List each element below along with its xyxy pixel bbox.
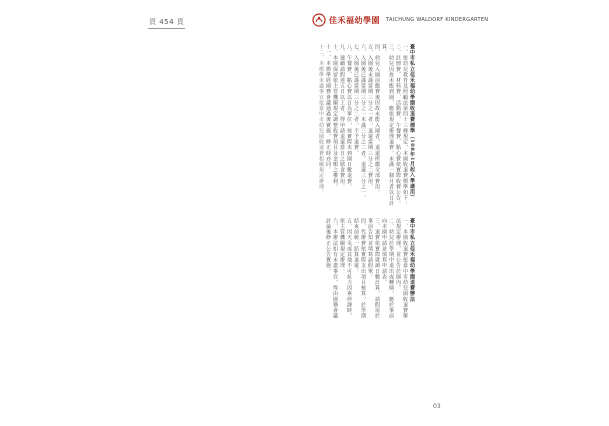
policy-line: 十二、本標準未盡事宜依臺中市幼兒園收退費相關規定辦理。 xyxy=(318,44,324,196)
policy-line: 五、因天災或其他不可抗力因素停課時，依主管機關規定辦理。 xyxy=(339,218,352,319)
policy-block-2 xyxy=(297,218,415,320)
policy-line: 三、退費依實際就讀日數計算，請假需於事前告知並填寫請假單。 xyxy=(367,218,380,319)
logo-title: 佳禾福幼學園 xyxy=(329,14,380,25)
policy-line: 八、午餐費、點心費以日為單位，按實際未到園日數退費。 xyxy=(346,44,352,190)
page-number: 03 xyxy=(433,403,441,410)
policy-line: 四、幼兒入園前繳費後因故未能入園者，退還所繳全部費用。 xyxy=(374,44,380,196)
policy-line: 一、本園收退費依臺中市幼兒園收退費辦法規定辦理，並公告於園內。 xyxy=(395,218,408,319)
policy-block-1 xyxy=(320,44,415,209)
policy-title-1: 臺中市私立佳禾福幼學園收退費標準（108年1月起入學適用） xyxy=(409,44,415,201)
logo-subtitle: TAICHUNG WALDORF KINDERGARTEN xyxy=(386,17,489,23)
logo-emblem-icon xyxy=(312,13,326,27)
policy-line: 七、入園後已滿當期三分之二者，不予退費。 xyxy=(353,44,359,156)
policy-line: 十一、本標準經園務會議通過後實施，修正時亦同。 xyxy=(325,44,331,173)
policy-line: 五、入園後未滿當期三分之一者，退還當期三分之二費用。 xyxy=(367,44,373,190)
page-tag: 頁 454 頁 xyxy=(148,17,185,29)
policy-line: 二、幼兒於學期中退出或轉園，應於事前向本園申請並填寫申請表。 xyxy=(381,218,394,319)
policy-line: 九、連續請假達五日以上者，得申請退還當日之膳食費用。 xyxy=(339,44,345,190)
policy-line: 六、本辦法如有未盡事宜，得由園務會議討論後修正公告實施。 xyxy=(325,218,338,319)
policy-line: 一、依幼兒教育及照顧法第四十三條規定，本園收退費標準如下： xyxy=(402,44,408,207)
policy-line: 十、本園保留依主管機關規定調整收費項目及金額之權利。 xyxy=(332,44,338,190)
policy-line: 四、代辦費依實際支出項目核算，於學期結束前統一結算退還。 xyxy=(353,218,366,319)
policy-title-2: 臺中市私立佳禾福幼學園退費辦法 xyxy=(409,218,415,302)
policy-line: 三、幼兒因故未能到園，應依規定辦理退費，未滿一個月者以日計算。 xyxy=(381,44,394,207)
policy-line: 二、註冊費、材料費、活動費、午餐費、點心費依實際收費公告。 xyxy=(395,44,401,207)
policy-line: 六、入園後已滿當期三分之一未滿三分之二者，退還三分之一。 xyxy=(360,44,366,201)
school-logo xyxy=(312,13,488,27)
